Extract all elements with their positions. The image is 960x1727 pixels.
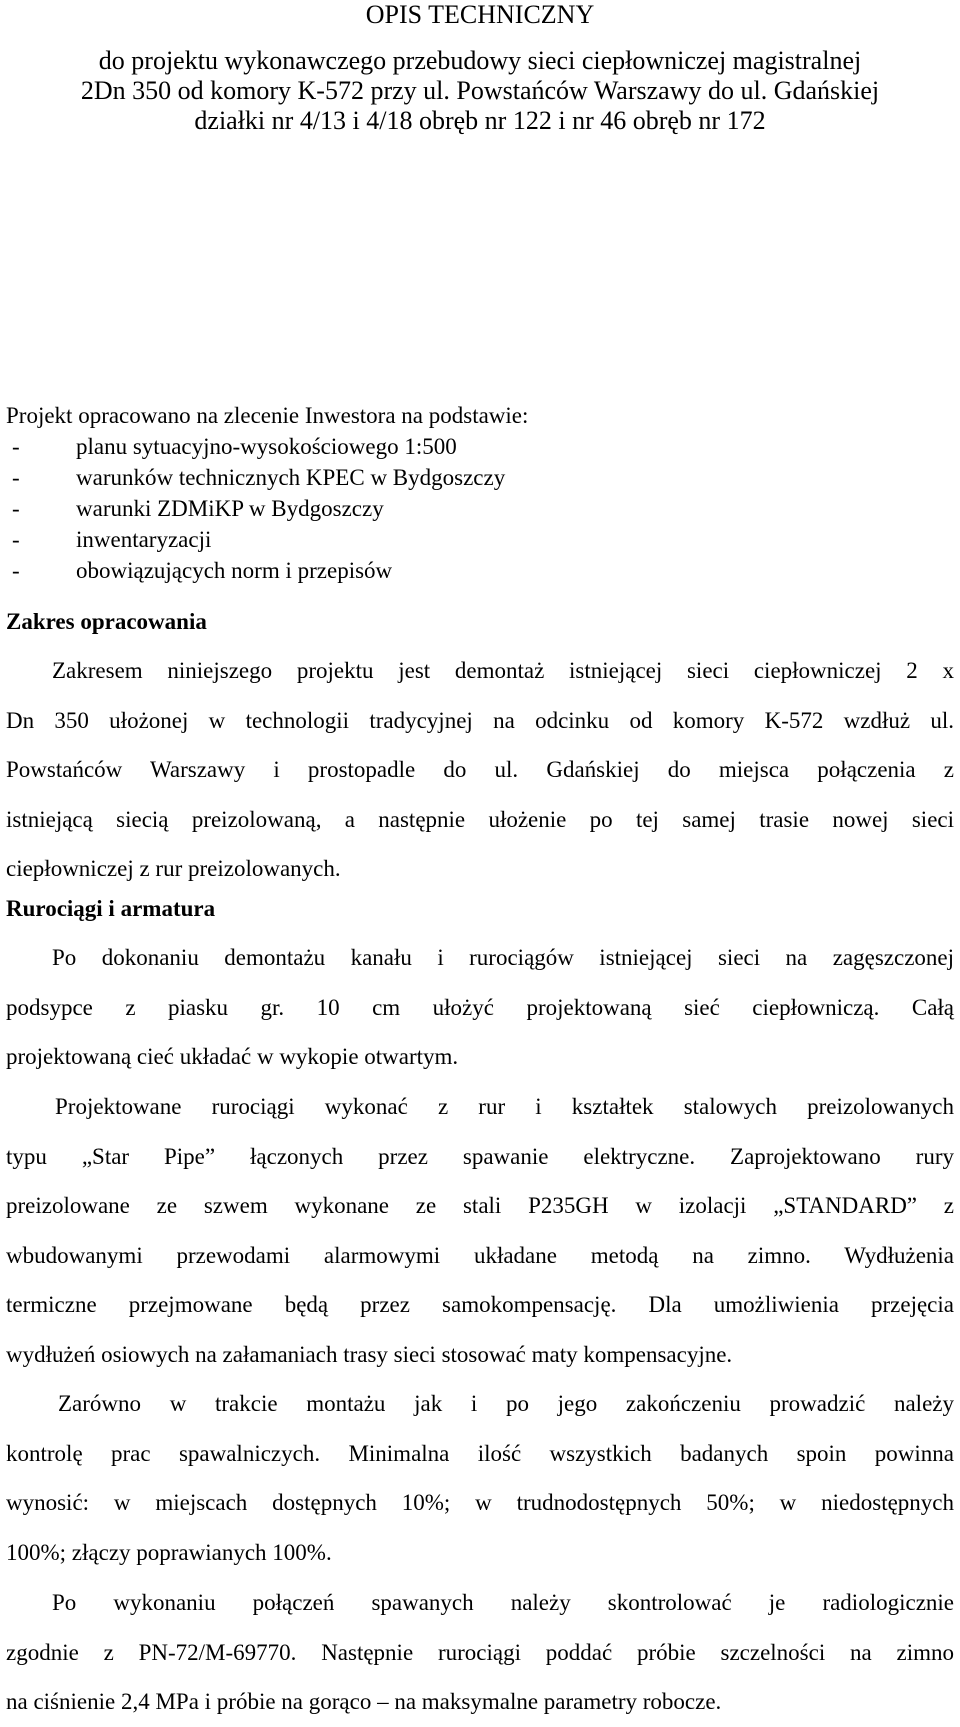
subtitle-line: działki nr 4/13 i 4/18 obręb nr 122 i nr 46 obręb nr 172: [194, 106, 766, 135]
paragraph-line: podsypce z piasku gr. 10 cm ułożyć projektowaną sieć ciepłowniczą. Całą: [6, 994, 954, 1020]
basis-item-text: obowiązujących norm i przepisów: [76, 558, 393, 583]
paragraph-line: wydłużeń osiowych na załamaniach trasy sieci stosować maty kompensacyjne.: [6, 1341, 733, 1367]
basis-list-item: [6, 431, 946, 462]
paragraph-line: termiczne przejmowane będą przez samokompensację. Dla umożliwienia przejęcia: [6, 1292, 954, 1317]
paragraph-line: Powstańców Warszawy i prostopadle do ul. Gdańskiej do miejsca połączenia z: [6, 757, 954, 782]
basis-list-item: [6, 462, 946, 493]
basis-list-item: [6, 493, 946, 524]
paragraph-line: projektowaną cieć układać w wykopie otwartym.: [6, 1044, 459, 1069]
basis-list: [6, 431, 946, 586]
pipes-paragraph-4: [6, 1578, 954, 1727]
document-title: OPIS TECHNICZNY: [365, 0, 595, 29]
paragraph-line: Po wykonaniu połączeń spawanych należy skontrolować je radiologicznie: [52, 1590, 954, 1615]
paragraph-line: Po dokonaniu demontażu kanału i rurociągów istniejącej sieci na zagęszczonej: [52, 945, 954, 970]
paragraph-line: Dn 350 ułożonej w technologii tradycyjnej na odcinku od komory K-572 wzdłuż ul.: [6, 707, 954, 733]
paragraph-line: typu „Star Pipe” łączonych przez spawanie elektryczne. Zaprojektowano rury: [6, 1143, 954, 1169]
scope-heading: Zakres opracowania: [6, 609, 207, 634]
document-subtitle: [0, 46, 960, 136]
paragraph-line: ciepłowniczej z rur preizolowanych.: [6, 856, 341, 881]
basis-item-text: warunków technicznych KPEC w Bydgoszczy: [76, 465, 506, 490]
list-dash: -: [12, 558, 20, 583]
pipes-paragraph-1: [6, 933, 954, 1082]
pipes-paragraph-2: [6, 1082, 954, 1379]
paragraph-line: Projektowane rurociągi wykonać z rur i kształtek stalowych preizolowanych: [55, 1094, 954, 1119]
basis-list-item: [6, 555, 946, 586]
subtitle-line: do projektu wykonawczego przebudowy sieci ciepłowniczej magistralnej: [98, 46, 862, 75]
basis-section: [6, 400, 946, 586]
basis-item-text: inwentaryzacji: [76, 527, 212, 552]
paragraph-line: preizolowane ze szwem wykonane ze stali P235GH w izolacji „STANDARD” z: [6, 1193, 954, 1218]
pipes-heading: Rurociągi i armatura: [6, 896, 216, 921]
list-dash: -: [12, 434, 20, 459]
basis-item-text: planu sytuacyjno-wysokościowego 1:500: [76, 434, 457, 459]
pipes-paragraph-3: [6, 1379, 954, 1577]
list-dash: -: [12, 527, 20, 552]
paragraph-line: Zakresem niniejszego projektu jest demontaż istniejącej sieci ciepłowniczej 2 x: [52, 658, 954, 683]
paragraph-line: istniejącą siecią preizolowaną, a następnie ułożenie po tej samej trasie nowej sieci: [6, 806, 954, 832]
paragraph-line: wbudowanymi przewodami alarmowymi układane metodą na zimno. Wydłużenia: [6, 1242, 954, 1268]
subtitle-line: 2Dn 350 od komory K-572 przy ul. Powstańców Warszawy do ul. Gdańskiej: [80, 76, 880, 105]
basis-list-item: [6, 524, 946, 555]
paragraph-line: zgodnie z PN-72/M-69770. Następnie rurociągi poddać próbie szczelności na zimno: [6, 1639, 954, 1665]
paragraph-line: 100%; złączy poprawianych 100%.: [6, 1539, 332, 1565]
paragraph-line: Zarówno w trakcie montażu jak i po jego zakończeniu prowadzić należy: [58, 1391, 954, 1416]
basis-intro: Projekt opracowano na zlecenie Inwestora na podstawie:: [6, 403, 529, 428]
paragraph-line: kontrolę prac spawalniczych. Minimalna ilość wszystkich badanych spoin powinna: [6, 1440, 954, 1466]
list-dash: -: [12, 496, 20, 521]
paragraph-line: na ciśnienie 2,4 MPa i próbie na gorąco – na maksymalne parametry robocze.: [6, 1689, 722, 1714]
list-dash: -: [12, 465, 20, 490]
scope-paragraph: [6, 646, 954, 894]
basis-item-text: warunki ZDMiKP w Bydgoszczy: [76, 496, 384, 521]
paragraph-line: wynosić: w miejscach dostępnych 10%; w trudnodostępnych 50%; w niedostępnych: [6, 1490, 954, 1515]
